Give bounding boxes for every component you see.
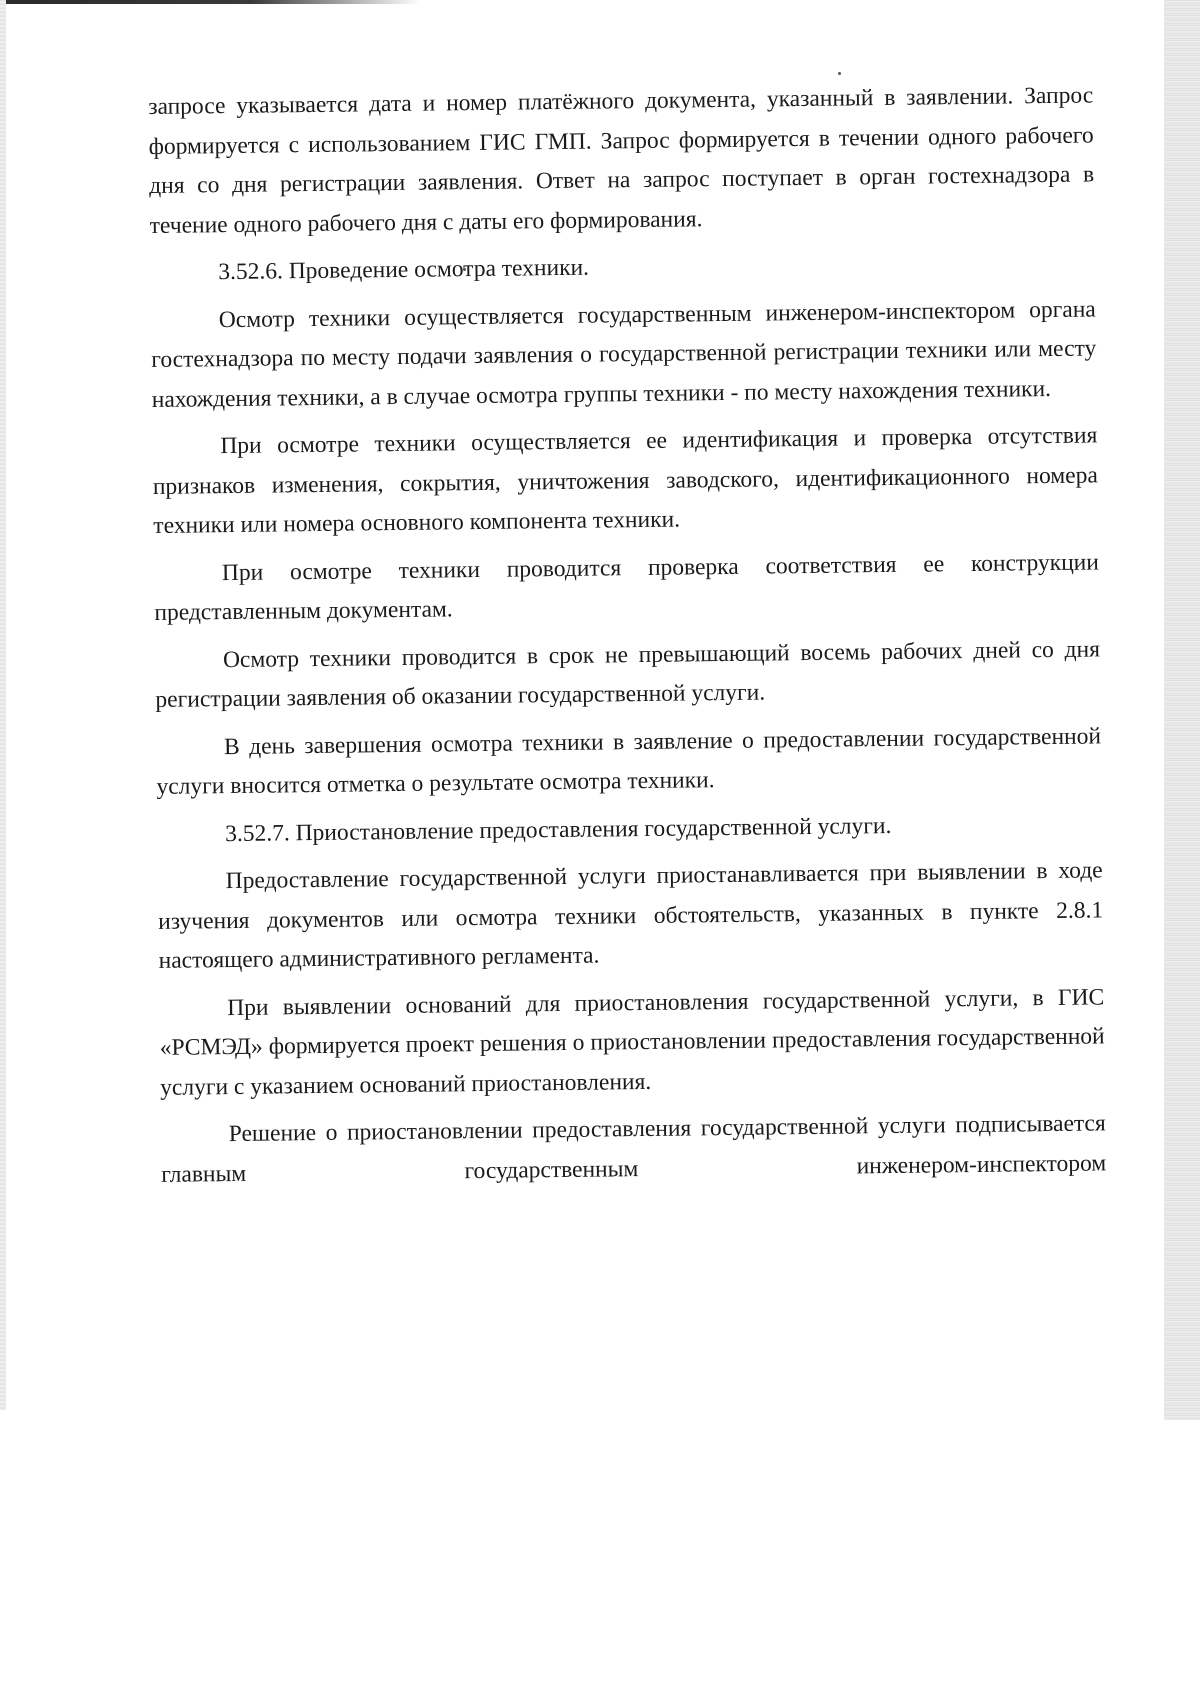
paragraph-inspection-result: В день завершения осмотра техники в заявление о предоставлении государственной услуги вносится отметка о результате осмотра техники. [156,722,1102,800]
scan-speck [838,72,841,75]
paragraph-suspension-draft: При выявлении оснований для приостановления государственной услуги, в ГИС «РСМЭД» формируется проект решения о приостановлении предоставления государственной услуги с указанием оснований приостановления. [159,983,1105,1101]
document-body [148,76,1107,1202]
paragraph-inspection-place: Осмотр техники осуществляется государственным инженером-инспектором органа гостехнадзора по месту подачи заявления о государственной регистрации техники или месту нахождения техники, а в случае осмотра группы техники - по месту нахождения техники. [151,295,1097,413]
paragraph-construction-check: При осмотре техники проводится проверка соответствия ее конструкции представленным документам. [154,548,1100,626]
paragraph-suspension-grounds: Предоставление государственной услуги приостанавливается при выявлении в ходе изучения документов или осмотра техники обстоятельств, указанных в пункте 2.8.1 настоящего административного регламента. [158,857,1104,974]
scan-left-edge [0,0,6,1410]
paragraph-identification: При осмотре техники осуществляется ее идентификация и проверка отсутствия признаков изменения, сокрытия, уничтожения заводского, идентификационного номера техники или номера основного компонента техники. [152,422,1098,539]
paragraph-payment-request: запросе указывается дата и номер платёжного документа, указанный в заявлении. Запрос формируется с использованием ГИС ГМП. Запрос формируется в течении одного рабочего дня со дня регистрации заявления. Ответ на запрос поступает в орган гостехнадзора в течение одного рабочего дня с даты его формирования. [148,82,1095,239]
paragraph-inspection-term: Осмотр техники проводится в срок не превышающий восемь рабочих дней со дня регистрации заявления об оказании государственной услуги. [155,635,1101,713]
section-heading-3-52-6: 3.52.6. Проведение осмотра техники. [218,254,590,286]
scan-top-mark [0,0,420,4]
section-heading-3-52-7: 3.52.7. Приостановление предоставления государственной услуги. [224,812,892,847]
paragraph-suspension-signing: Решение о приостановлении предоставления государственной услуги подписывается главным государственным инженером-инспектором [161,1110,1107,1188]
scan-right-edge [1164,0,1200,1420]
